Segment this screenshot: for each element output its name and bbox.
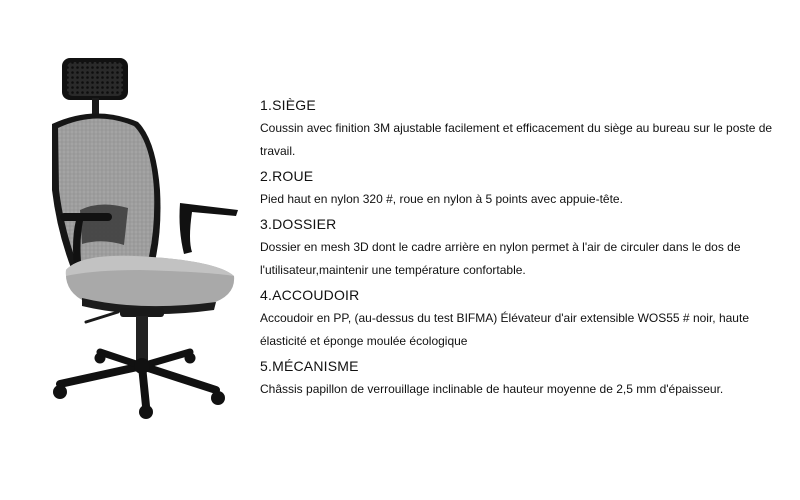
section-title: 5.MÉCANISME [260, 358, 359, 374]
section-body: Accoudoir en PP, (au-dessus du test BIFMA) Élévateur d'air extensible WOS55 # noir, haute élasticité et éponge moulée écologique [260, 311, 749, 348]
seat-cushion [66, 256, 234, 314]
section-title: 4.ACCOUDOIR [260, 287, 360, 303]
section-body: Pied haut en nylon 320 #, roue en nylon à 5 points avec appuie-tête. [260, 192, 623, 206]
section-title: 1.SIÈGE [260, 97, 316, 113]
spec-section-wheel [260, 166, 780, 211]
section-title: 2.ROUE [260, 168, 314, 184]
section-body: Châssis papillon de verrouillage inclinable de hauteur moyenne de 2,5 mm d'épaisseur. [260, 382, 724, 396]
office-chair-image [20, 40, 260, 420]
spec-section-seat [260, 95, 780, 163]
specifications-list [260, 95, 780, 404]
section-title: 3.DOSSIER [260, 216, 337, 232]
section-body: Dossier en mesh 3D dont le cadre arrière en nylon permet à l'air de circuler dans le dos de l'utilisateur,maintenir une température confortable. [260, 240, 741, 277]
spec-section-mechanism [260, 356, 780, 401]
spec-section-backrest [260, 214, 780, 282]
spec-section-armrest [260, 285, 780, 353]
section-body: Coussin avec finition 3M ajustable facilement et efficacement du siège au bureau sur le poste de travail. [260, 121, 773, 158]
headrest [62, 58, 128, 118]
